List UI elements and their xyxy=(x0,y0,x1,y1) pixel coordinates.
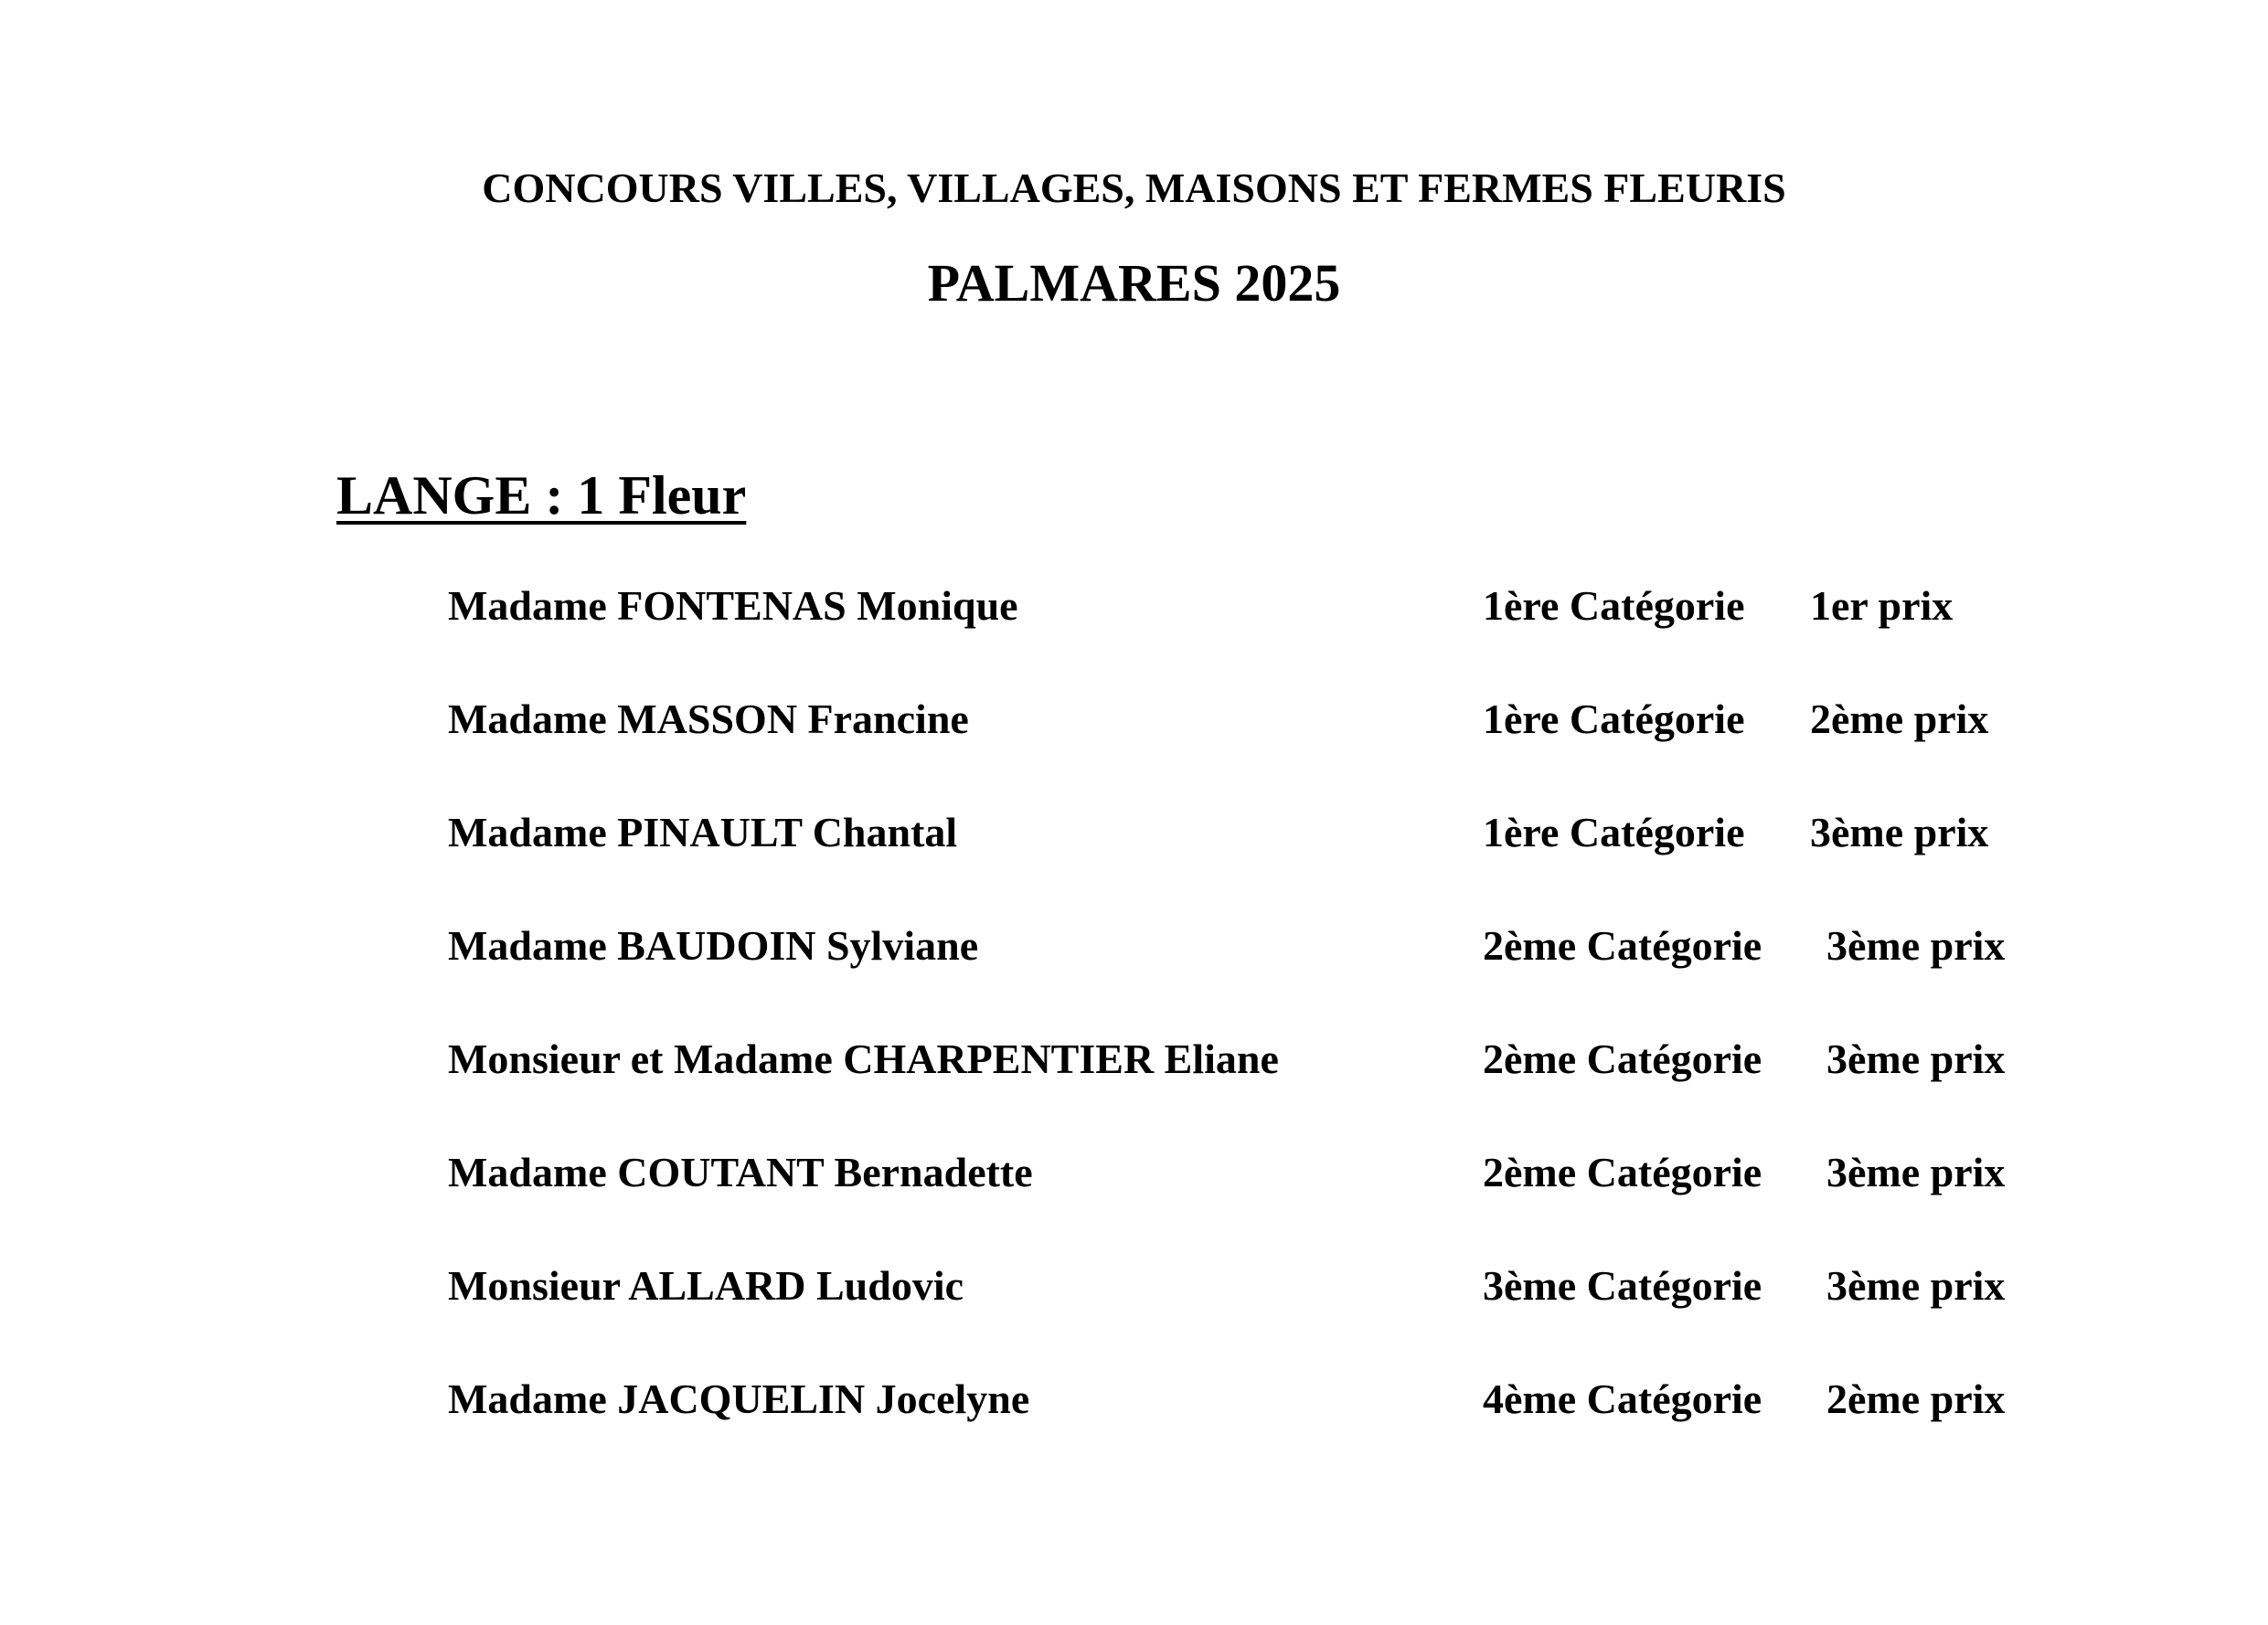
entry-category: 1ère Catégorie xyxy=(1483,809,1745,855)
entry-name: Madame BAUDOIN Sylviane xyxy=(448,922,979,969)
entry-name: Madame JACQUELIN Jocelyne xyxy=(448,1375,1030,1422)
entry-name: Madame COUTANT Bernadette xyxy=(448,1149,1033,1195)
entry-name: Madame FONTENAS Monique xyxy=(448,582,1018,629)
entry-prize: 2ème prix xyxy=(1810,696,1989,742)
entry-prize: 3ème prix xyxy=(1826,1149,2006,1195)
entry-prize: 3ème prix xyxy=(1826,1262,2006,1309)
entry-category: 2ème Catégorie xyxy=(1483,1036,1762,1082)
entry-category: 1ère Catégorie xyxy=(1483,582,1745,629)
entry-name: Monsieur ALLARD Ludovic xyxy=(448,1262,964,1309)
award-entry xyxy=(0,803,2268,917)
entry-prize: 3ème prix xyxy=(1826,922,2006,969)
entry-prize: 3ème prix xyxy=(1810,809,1989,855)
entry-category: 3ème Catégorie xyxy=(1483,1262,1762,1309)
section-title: LANGE : 1 Fleur xyxy=(336,465,747,526)
award-entry xyxy=(0,1143,2268,1257)
entry-category: 4ème Catégorie xyxy=(1483,1375,1762,1422)
entry-category: 2ème Catégorie xyxy=(1483,1149,1762,1195)
entry-category: 1ère Catégorie xyxy=(1483,696,1745,742)
entry-prize: 2ème prix xyxy=(1826,1375,2006,1422)
award-entry xyxy=(0,690,2268,803)
entry-name: Monsieur et Madame CHARPENTIER Eliane xyxy=(448,1036,1279,1082)
entry-prize: 3ème prix xyxy=(1826,1036,2006,1082)
award-list xyxy=(0,577,2268,1483)
entry-prize: 1er prix xyxy=(1810,582,1954,629)
document-subtitle: PALMARES 2025 xyxy=(927,253,1341,313)
entry-category: 2ème Catégorie xyxy=(1483,922,1762,969)
award-entry xyxy=(0,917,2268,1030)
award-entry xyxy=(0,1257,2268,1370)
award-entry xyxy=(0,1370,2268,1483)
award-entry xyxy=(0,577,2268,690)
entry-name: Madame MASSON Francine xyxy=(448,696,969,742)
document-title: CONCOURS VILLES, VILLAGES, MAISONS ET FERMES FLEURIS xyxy=(482,165,1786,211)
award-entry xyxy=(0,1030,2268,1143)
entry-name: Madame PINAULT Chantal xyxy=(448,809,958,855)
